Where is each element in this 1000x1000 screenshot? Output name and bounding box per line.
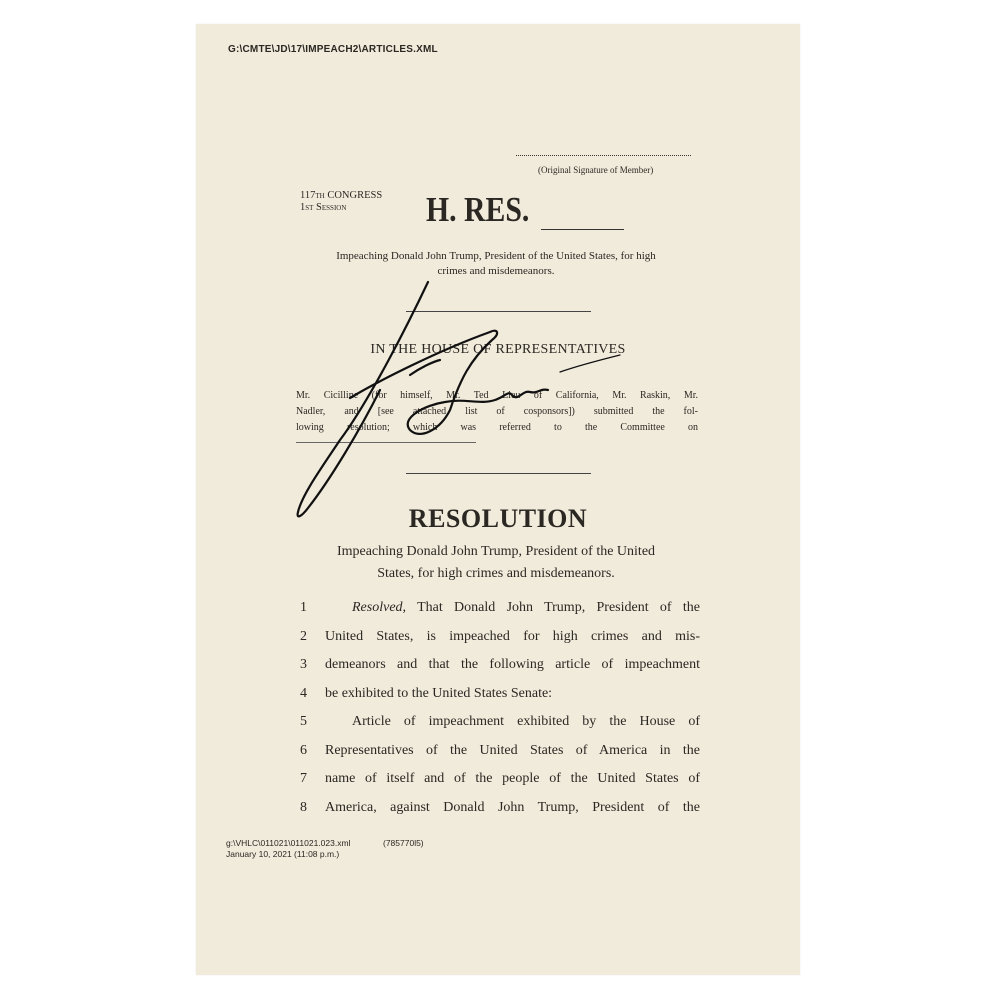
house-heading: IN THE HOUSE OF REPRESENTATIVES bbox=[370, 342, 626, 357]
line-number: 3 bbox=[300, 657, 307, 672]
bill-type: H. RES. bbox=[426, 190, 530, 229]
sponsors-line3: lowing resolution; which was referred to the Committee on bbox=[296, 422, 698, 433]
line-number: 2 bbox=[300, 628, 307, 644]
resolved-clause: Resolved, bbox=[352, 600, 407, 615]
resolution-title-line2: States, for high crimes and misdemeanors. bbox=[377, 566, 615, 581]
numbered-line bbox=[300, 737, 700, 766]
line-number: 4 bbox=[300, 685, 307, 701]
footer-file-info bbox=[226, 838, 350, 860]
footer-file-path: g:\VHLC\011021\011021.023.xml bbox=[226, 838, 351, 848]
line-text: United States, is impeached for high crimes and mis- bbox=[325, 628, 700, 644]
numbered-line bbox=[300, 765, 700, 794]
resolution-title bbox=[296, 541, 696, 585]
line-text: Resolved, That Donald John Trump, President of the bbox=[352, 600, 700, 615]
numbered-line bbox=[300, 708, 700, 737]
short-title-line2: crimes and misdemeanors. bbox=[437, 265, 555, 277]
numbered-line bbox=[300, 794, 700, 823]
signature-dotted-line bbox=[516, 155, 691, 156]
numbered-line bbox=[300, 594, 700, 623]
line-text: demeanors and that the following article of impeachment bbox=[325, 657, 700, 672]
session-number: 1st Session bbox=[300, 202, 347, 213]
line-number: 8 bbox=[300, 799, 307, 815]
bill-number-blank bbox=[541, 229, 624, 230]
short-title bbox=[296, 249, 696, 279]
original-signature-label: (Original Signature of Member) bbox=[538, 165, 654, 175]
numbered-lines bbox=[300, 594, 700, 822]
congress-session bbox=[300, 190, 382, 214]
line-text: name of itself and of the people of the United States of bbox=[325, 771, 700, 786]
resolution-heading: RESOLUTION bbox=[408, 504, 588, 533]
sponsors-line1: Mr. Cicilline (for himself, Mr. Ted Lieu of California, Mr. Raskin, Mr. bbox=[296, 390, 698, 401]
line-number: 7 bbox=[300, 771, 307, 786]
line-number: 1 bbox=[300, 600, 307, 615]
congress-number: 117th CONGRESS bbox=[300, 190, 383, 201]
line-number: 5 bbox=[300, 714, 307, 729]
resolution-title-line1: Impeaching Donald John Trump, President of the United bbox=[336, 544, 656, 559]
numbered-line bbox=[300, 623, 700, 652]
line-text: Representatives of the United States of America in the bbox=[325, 742, 700, 758]
footer-date: January 10, 2021 (11:08 p.m.) bbox=[226, 849, 340, 859]
line-text: be exhibited to the United States Senate: bbox=[325, 685, 553, 701]
line-text: America, against Donald John Trump, President of the bbox=[325, 799, 700, 815]
sponsors-line2: Nadler, and [see attached list of cosponsors]) submitted the fol- bbox=[296, 406, 698, 417]
numbered-line bbox=[300, 680, 700, 709]
numbered-line bbox=[300, 651, 700, 680]
handwritten-signature bbox=[290, 280, 630, 525]
footer-code: (785770l5) bbox=[383, 838, 424, 848]
line-text: Article of impeachment exhibited by the House of bbox=[352, 714, 700, 729]
file-path-header: G:\CMTE\JD\17\IMPEACH2\ARTICLES.XML bbox=[228, 44, 438, 55]
short-title-line1: Impeaching Donald John Trump, President of the United States, for high bbox=[336, 250, 656, 262]
line-number: 6 bbox=[300, 742, 307, 758]
